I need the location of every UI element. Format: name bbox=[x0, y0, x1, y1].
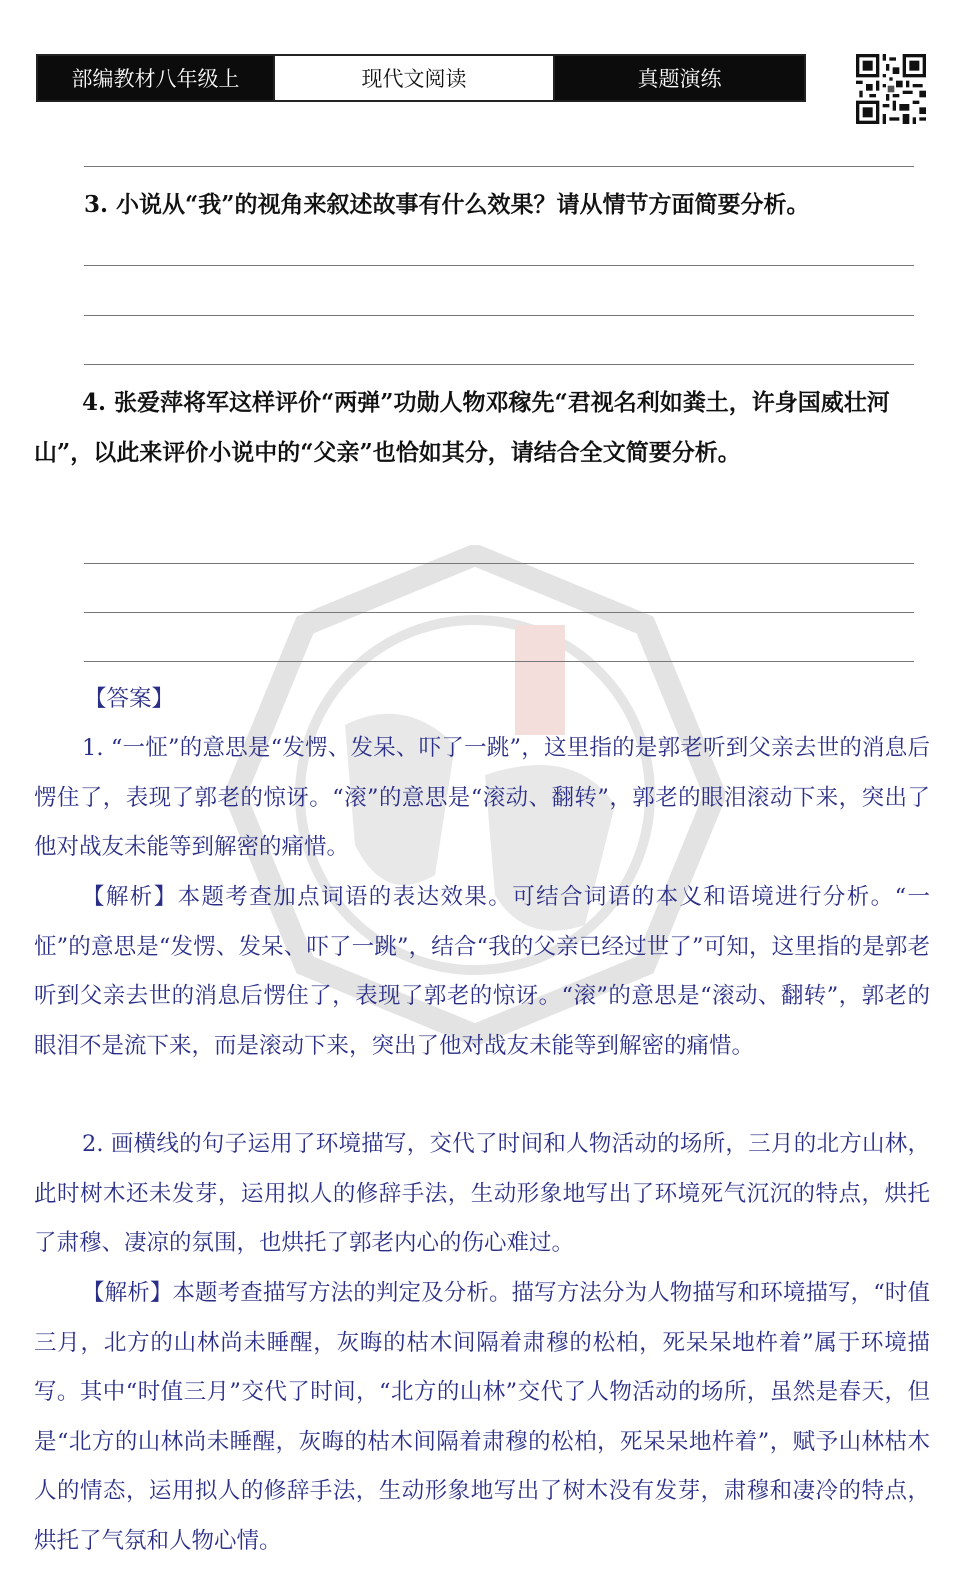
answer-line bbox=[84, 265, 914, 266]
header-bar bbox=[36, 54, 806, 102]
answer-heading: 【答案】 bbox=[84, 686, 175, 712]
header-subject: 现代文阅读 bbox=[273, 56, 555, 100]
answer-2: 2. 画横线的句子运用了环境描写，交代了时间和人物活动的场所，三月的北方山林，此时树木还未发芽，运用拟人的修辞手法，生动形象地写出了环境死气沉沉的特点，烘托了肃穆、凄凉的氛围，也烘托了郭老内心的伤心难过。 bbox=[34, 1131, 930, 1256]
answer-line bbox=[84, 364, 914, 365]
header-section: 真题演练 bbox=[555, 56, 804, 100]
answer-line bbox=[84, 563, 914, 564]
answer-line bbox=[84, 661, 914, 662]
answer-line bbox=[84, 315, 914, 316]
answer-line bbox=[84, 166, 914, 167]
header-grade: 部编教材八年级上 bbox=[38, 56, 273, 100]
question-4: 4. 张爱萍将军这样评价“两弹”功勋人物邓稼先“君视名利如粪土，许身国威壮河山”，以此来评价小说中的“父亲”也恰如其分，请结合全文简要分析。 bbox=[34, 389, 890, 466]
answer-1: 1. “一怔”的意思是“发愣、发呆、吓了一跳”，这里指的是郭老听到父亲去世的消息后愣住了，表现了郭老的惊讶。“滚”的意思是“滚动、翻转”，郭老的眼泪滚动下来，突出了他对战友未能等到解密的痛惜。 bbox=[34, 735, 930, 860]
qr-code-icon bbox=[856, 54, 926, 124]
answer-line bbox=[84, 612, 914, 613]
question-3: 3. 小说从“我”的视角来叙述故事有什么效果？请从情节方面简要分析。 bbox=[84, 191, 810, 218]
analysis-2: 【解析】本题考查描写方法的判定及分析。描写方法分为人物描写和环境描写，“时值三月，北方的山林尚未睡醒，灰晦的枯木间隔着肃穆的松柏，死呆呆地杵着”属于环境描写。其中“时值三月”交代了时间，“北方的山林”交代了人物活动的场所，虽然是春天，但是“北方的山林尚未睡醒，灰晦的枯木间隔着肃穆的松柏，死呆呆地杵着”，赋予山林枯木人的情态，运用拟人的修辞手法，生动形象地写出了树木没有发芽，肃穆和凄冷的特点，烘托了气氛和人物心情。 bbox=[34, 1280, 930, 1554]
analysis-1: 【解析】本题考查加点词语的表达效果。可结合词语的本义和语境进行分析。“一怔”的意思是“发愣、发呆、吓了一跳”，结合“我的父亲已经过世了”可知，这里指的是郭老听到父亲去世的消息后愣住了，表现了郭老的惊讶。“滚”的意思是“滚动、翻转”，郭老的眼泪不是流下来，而是滚动下来，突出了他对战友未能等到解密的痛惜。 bbox=[34, 884, 930, 1059]
